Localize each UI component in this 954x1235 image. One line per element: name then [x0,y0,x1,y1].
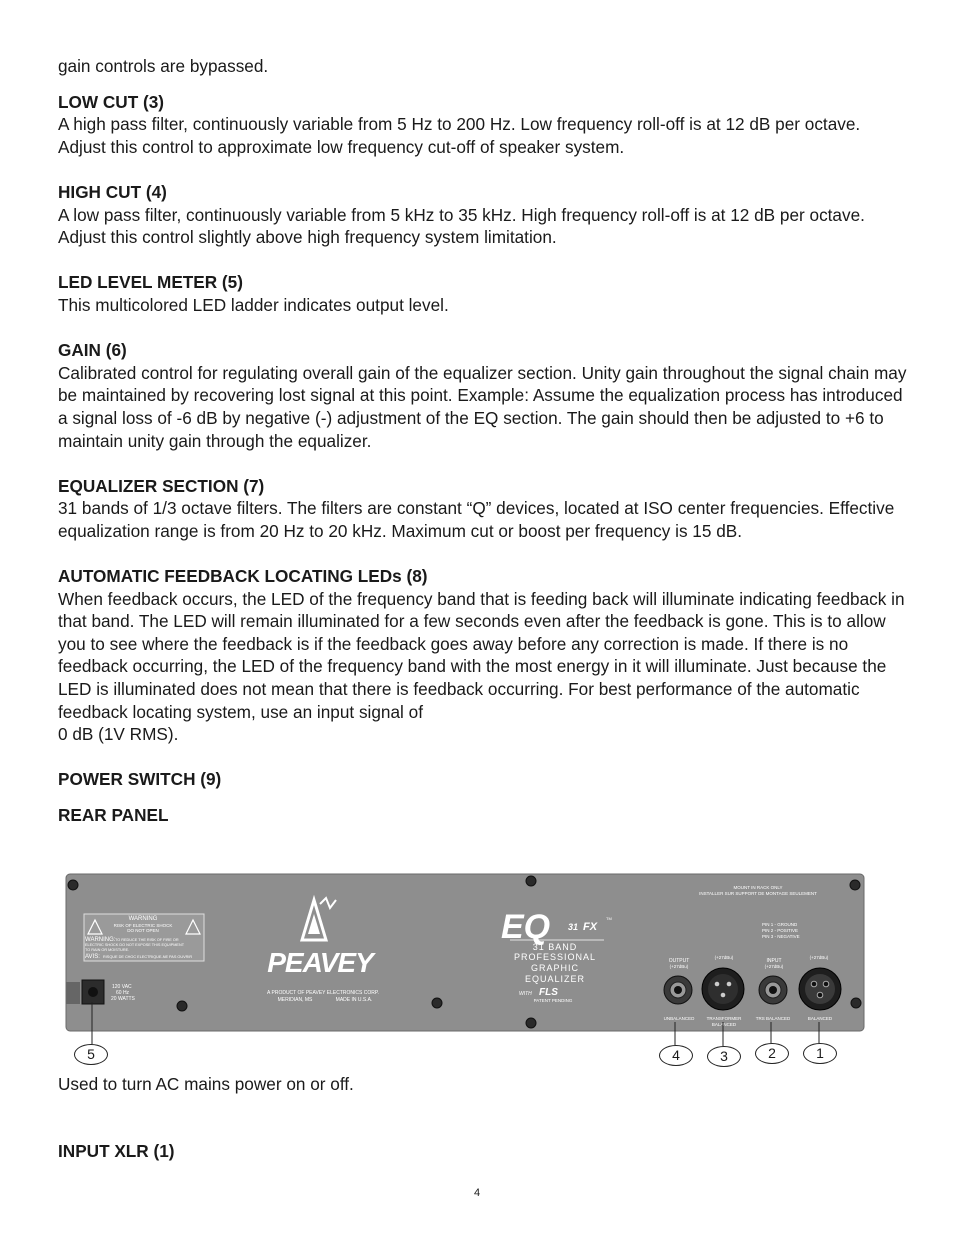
page-number: 4 [473,1187,481,1199]
callout-1: 1 [803,1043,837,1064]
warning-text-line2: ELECTRIC SHOCK DO NOT EXPOSE THIS EQUIPMENT [85,943,185,947]
warning-text-line3: TO RAIN OR MOISTURE. [85,948,130,952]
model-line-1: 31 BAND [532,942,578,952]
screw-bottom-left [177,1001,187,1011]
label-balanced: BALANCED [807,1016,833,1021]
afl-heading: AUTOMATIC FEEDBACK LOCATING LEDs (8) [58,566,428,587]
label-transformer-1: TRANSFORMER [706,1016,742,1021]
patent-pending: PATENT PENDING [533,998,573,1003]
product-line-1: A PRODUCT OF PEAVEY ELECTRONICS CORP. [267,990,379,996]
afl-body: When feedback occurs, the LED of the frequency band that is feeding back will illuminate indicating feedback in that band. The LED will remain illuminated for a few seconds even after the feedback is gone. This is to allow you to see where the feedback is if the feedback goes away before any correction is made. If there is no feedback occurring, the LED of the frequency band with the most energy in it will illuminate. Just because the LED is illuminated does not mean that there is feedback occurring. For best performance of the automatic feedback locating system, use an input signal of [58,588,905,722]
risk-label: RISK OF ELECTRIC SHOCK [113,923,173,928]
led-meter-heading: LED LEVEL METER (5) [58,272,243,293]
screw-top-right [850,880,860,890]
high-cut-body: A low pass filter, continuously variable from 5 kHz to 35 kHz. High frequency roll-off is at 12 dB per octave. Adjust this control slightly above high frequency system limitation. [58,204,865,248]
page-body [58,55,908,827]
avis-head: AVIS: [85,954,100,960]
input-xlr-heading: INPUT XLR (1) [58,1140,175,1161]
model-line-4: EQUALIZER [524,974,586,984]
brand-text: PEAVEY [267,947,373,978]
model-fls: FLS [539,987,558,998]
product-line-3: MADE IN U.S.A. [335,997,373,1003]
mount-line-2: INSTALLER SUR SUPPORT DE MONTAGE SEULEMENT [699,891,817,896]
callout-4: 4 [659,1045,693,1066]
power-switch-heading: POWER SWITCH (9) [58,769,222,790]
output-xlr-level: (+27dBu) [714,955,734,960]
eq-section-heading: EQUALIZER SECTION (7) [58,475,265,496]
input-level: (+27dBu) [764,964,784,969]
led-meter-body: This multicolored LED ladder indicates output level. [58,294,449,315]
callout-3: 3 [707,1046,741,1067]
pin-3: PIN 3 - NEGATIVE [762,934,800,939]
model-eq: EQ [501,908,551,946]
input-trs-jack [759,976,787,1004]
screw-bottom-right [851,998,861,1008]
model-with: WITH [519,991,532,997]
high-cut-heading: HIGH CUT (4) [58,181,167,202]
model-tm: TM [606,916,612,921]
after-figure-text [58,1073,908,1162]
label-trs-balanced: TRS BALANCED [755,1016,791,1021]
gain-heading: GAIN (6) [58,340,127,361]
warning-label: WARNING [128,916,158,922]
low-cut-heading: LOW CUT (3) [58,91,164,112]
warning-text-line1: TO REDUCE THE RISK OF FIRE OR [115,938,179,942]
input-label: INPUT [766,958,782,964]
power-spec-2: 60 Hz [116,990,130,996]
product-line-2: MERIDIAN, MS [277,997,313,1003]
output-label: OUTPUT [668,958,690,964]
model-31: 31 [568,922,579,932]
input-xlr-jack [799,968,841,1010]
gain-body: Calibrated control for regulating overall gain of the equalizer section. Unity gain throughout the signal chain may be maintained by recovering lost signal at this point. Example: Assume the equalization process has introduced a signal loss of -6 dB by negative (-) adjustment of the EQ section. The gain should then be adjusted to +6 to maintain unity gain through the equalizer. [58,362,907,451]
rear-panel-heading: REAR PANEL [58,805,169,825]
label-transformer-2: BALANCED [711,1022,737,1027]
output-level: (+27dBu) [669,964,689,969]
low-cut-body: A high pass filter, continuously variable from 5 Hz to 200 Hz. Low frequency roll-off is at 12 dB per octave. Adjust this control to approximate low frequency cut-off of speaker system. [58,114,861,157]
input-xlr-level: (+27dBu) [809,955,829,960]
power-spec-3: 20 WATTS [111,996,135,1002]
eq-section-body: 31 bands of 1/3 octave filters. The filters are constant “Q” devices, located at ISO center frequencies. Effective equalization range is from 20 Hz to 20 kHz. Maximum cut or boost per frequency is 15 dB. [58,498,895,541]
mount-line-1: MOUNT IN RACK ONLY [733,885,783,890]
output-xlr-jack [702,968,744,1010]
intro-text: gain controls are bypassed. [58,56,269,76]
model-line-2: PROFESSIONAL [513,952,597,962]
callout-2: 2 [755,1043,789,1064]
screw-top-center [526,876,536,886]
power-spec-1: 120 VAC [112,984,132,990]
power-switch-body: Used to turn AC mains power on or off. [58,1074,354,1094]
screw-bottom-mid [432,998,442,1008]
model-line-3: GRAPHIC [530,963,580,973]
do-not-open-label: DO NOT OPEN [127,928,159,933]
pin-2: PIN 2 - POSITIVE [762,928,799,933]
screw-bottom-center [526,1018,536,1028]
model-fx: FX [583,921,598,933]
avis-text: RISQUE DE CHOC ELECTRIQUE-NE PAS OUVRIR [103,955,193,959]
output-quarter-inch-jack [664,976,692,1004]
label-unbalanced: UNBALANCED [663,1016,695,1021]
rear-panel-illustration [58,868,898,1068]
pin-1: PIN 1 - GROUND [762,922,798,927]
afl-body-last: 0 dB (1V RMS). [58,724,179,745]
warning-text-head: WARNING: [85,937,116,943]
rear-panel-figure [58,868,898,1068]
callout-5: 5 [74,1044,108,1065]
screw-top-left [68,880,78,890]
